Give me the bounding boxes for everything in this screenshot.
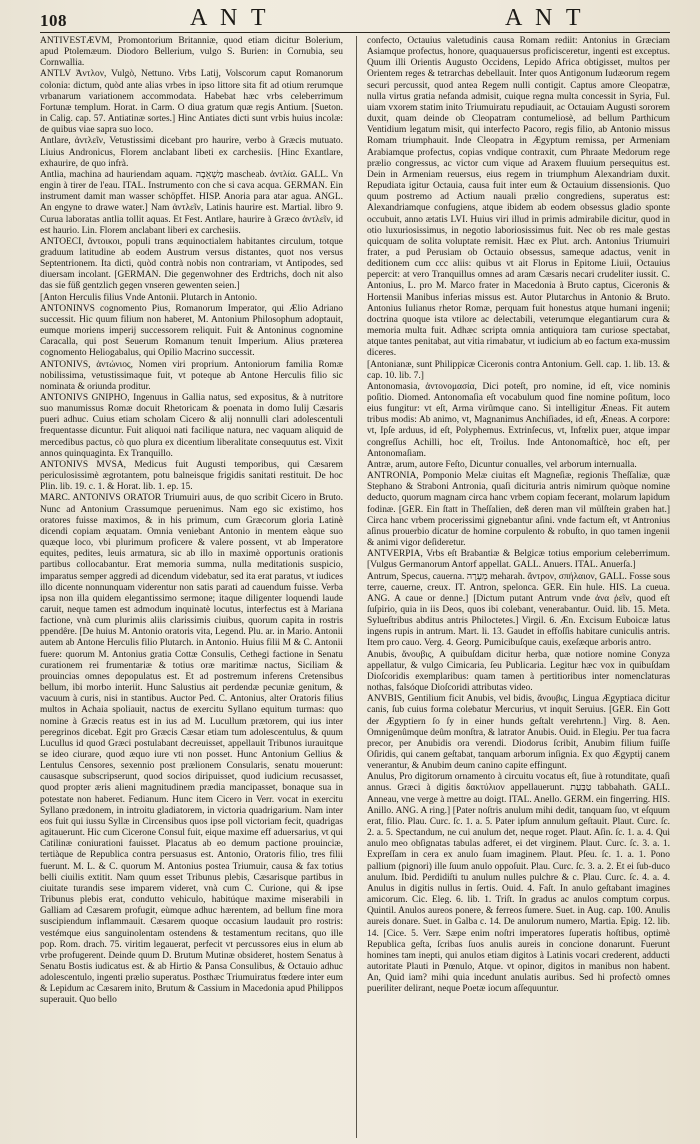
entry-anubis-herb: Anubis, ἄνουβις, A quibuſdam dicitur herba, quæ notiore nomine Conyza appellatur, & vulgo Cimicaria, ſeu Publicaria. Legitur hæc vox in quibuſdam Dioſcoridis exemplaribus: quam tamen à pertitioribus inter nomenclaturas nothas, falsóque Dioſcoridi attributas video.	[367, 649, 670, 694]
page-header	[0, 0, 700, 34]
entry-antium: ANTLV Ἀντλον, Vulgò, Nettuno. Vrbs Latij, Volscorum caput Romanorum colonia: dictum, quòd ante alias vrbes in ipso littore sita fit ad otium rerumque vrbanarum variationem accommodata. Habebat hæc vrbs celeberrimum Fortunæ templum. Horat. in Carm. O diua gratum quæ regis Antium. [Sueton. in Calig. cap. 57. Antiatinæ sortes.] Hinc Antiates dicti sunt vrbis huius incolæ: de quibus viae sapra suo loco.	[40, 69, 343, 136]
text-columns	[40, 36, 670, 1138]
running-head-right: A N T	[505, 5, 585, 31]
entry-antlia: Antlia, machina ad hauriendam aquam. מַשְׁאֵבָה mascheab. ἀντλία. GALL. Vn engin à tirer de l'eau. ITAL. Instrumento con che si cava acqua. GERMAN. Ein instrument damit man wasser schöpffet. HISP. Anoria para atar agua. ANGL. An engyne to drawe water.] Nam ἀντλεῖν, Latinis haurire est. Martial. libro 9. Curua laboratas antlia tollit aquas. Et Fest. Antlare, haurire à Græco ἀντλεῖν, id est haurio. Lin. Florem anclabant liberi ex carchesiis.	[40, 169, 343, 236]
entry-anubis-god: ANVBIS, Gentilium ficit Anubis, vel bidis, ἄνουβις, Lingua Ægyptiaca dicitur canis, ſub cuius forma colebatur Mercurius, vt inquit Seruius. [GER. Ein Gott der Ægyptiern ſo ſy in einer hunds geſtalt verehrtenn.] Virg. 8. Aen. Omnigenûmque deûm monſtra, & latrator Anubis. Ouid. in Elegiu. Per tua facra precor, per Anubidis ora verendi. Diodorus ſcribit, Anubim filium fuiſſe Oſiridis, qui canem geſtabat, tanquam arborum inſignia. Ex quo Ægyptij canem venerantur, & Anubim deum canino capite effingunt.	[367, 694, 670, 772]
right-column	[367, 36, 670, 1138]
entry-marc-antonius-orator: MARC. ANTONIVS ORATOR Triumuiri auus, de quo scribit Cicero in Bruto. Nunc ad Antonium Crassumque peruenimus. Nam ego sic existimo, hos oratores fuisse maximos, & in his primum, cum Græcorum gloria Latinè dicendi copiam æquatam. Omnia veniebant Antonio in mentem eàque suo quæque loco, vbi plurimum proficere & valere possent, vt ab Imperatore equites, pedites, leuis armatura, sic ab illo in maximè opportunis orationis partibus collocabantur. Erat memoria summa, nulla meditationis suspicio, imparatus semper aggredi ad dicendum videbatur, sed ita erat paratus, vt iudices illo dicente nonnunquam viderentur non satis parati ad cauendum fuisse. Verba ipsa non illa quidem elegantissimo sermone; itaque diligenter loquendi laude caruit, neque tamen est admodum inquinatè locutus, interfectus est à Mariana factione, vnà cum plurimis aliis clarissimis ciuibus, quorum capita in rostris ppendêre. [De huius M. Antonio oratoris vita, Legend. Plu. ar. in Mario. Antonii autem ab Antone Herculis filio Plutarch. in Antonio. Huius filii M & C. Antonii fuere: quorum M. Antonius gratia Cottæ Consulis, Cethegi factione in Senatu curationem rei frumentariæ & totius oræ maritimæ nactus, Siciliam & prouincias omnes depopulatus est. Et ad postremum inferens Cretensibus bellum, ibi morbo interiit. Hunc Salustius ait perdendæ pecuniæ genitum, & vacuum à curis, nisi in stantibus. Auctor Ped. C. Antonius, alter Oratoris filius multos in Achaia spoliauit, nactus de exercitu Syllano equitum turmas: quo nomine à Græcis reatus est in ius ad M. Lucullum prætorem, qui ius inter peregrinos dicebat. Egit pro Græcis Cæsar etiam tum adolescentulus, & quum Lucullus id quod Græci postulabant decreuisset, appellauit Tribunos iurauitque se ideo ciurare, quod æquo iure vti non posset. Hunc Antonium Gellius & Lentulus Censores, sexennio post prælionem Consularis, senatu mouerunt: causasque subscripserunt, quod socios diripuisset, quod iudicium recusasset, quod propter æris alieni magnitudinem prædia mancipasset, bonaque sua in potestate non haberet. Fedianum. Hunc item Cicero in Verr. vocat in exercitu Syllano prædonem, in introitu gladiatorem, in victoria quadrigarium. Nam inter eos fuit qui iussu Syllæ in Circensibus quos ipse poll victoriam fecit, quadrigas agitauerunt. Hic cum Cicerone Consul fuit, eique maxime eff aduersarius, vt qui Catilinæ coniurationi fauisset. Placatus ab eo demum pactione prouinciæ, tertiàque de Republica contra persuasus est. Antonio, Oratoris filio, tres filii fuerunt. M. L. & C. quorum M. Antonius postea Triumuir, causa & fax totius belli ciuilis extitit. Nam quum esset Tribunus plebis, Cæsarisque partibus in ciuitate turandis sese imparem videret, vnà cum C. Curione, qui & ipse Tribunus plebis erat, condutto vehiculo, habitúque maxime miserabili in Galliam ad Cæsarem profugit, eùmque adhuc hærentem, ad bellum fine mora suscipiendum inflammauit. Cæsarem quoque occasium laudauit pro rostris: vestémque eius sanguinolentam ostendens & testamentum recitans, quo ille pop. Rom. drach. 75. viritim legauerat, perfecit vt percussores eius in elum ab vrbe profugerent. Deinde quum D. Brutum Mutinæ obsideret, hostem Senatus à Senatu Bostis iudicatus est. & ab Hirtio & Pansa Consulibus, & Octauio adhuc adolescentulo, ingenti prælio superatus. Posthæc Triumuiratus fœdere inter eum & Lepidum ac Cæsarem inito, Brutum & Cassium in Macedonia apud Philippos superauit. Quo bello	[40, 493, 343, 1006]
entry-antonius-gnipho: ANTONIVS GNIPHO, Ingenuus in Gallia natus, sed expositus, & à nutritore suo manumissus Romæ docuit Rhetoricam & poenata in domo Iulij Cæsaris pueri adhuc. Cuius etiam scholam Cicero & alij nonnulli clari adolescentuli frequentasse dicuntur. Fuit aliquoi nati facilique natura, nec vaquam aliquid de mercedibus pactus, cò quo plura ex dicentium liberalitate consequutus est. Vixit annos quinquaginta. Ex Tranquillo.	[40, 393, 343, 459]
entry-antrum: Antrum, Specus, cauerna. מְעָרָה meharah. ἄντρον, σπήλαιον, GALL. Fosse sous terre, cauerne, creux. IT. Antron, spelonca. GER. Ein hule. HIS. La cueua. ANG. A caue or denne.] [Dictum putant Antrum vnde ἀνα ῥεῖν, quod eſt ſuſpirio, quia in iis Deos, quos ibi colebant, venerabantur. Ouid. lib. 15. Meta. Sylueſtribus abditus antris Philoctetes.] Virgil. 6. Æn. Excisum Euboicæ latus ingens rupis in antrum. Mart. li. 13. Gaudet in effoſſis habitare cuniculis antris. Item pro cauo. Verg. 4. Georg. Pumicibuſque cauis, exeſæque arboris antro.	[367, 571, 670, 649]
entry-antivestaeum: ANTIVESTÆVM, Promontorium Britanniæ, quod etiam dicitur Bolerium, apud Ptolemæum. Diodoro Bellerium, vulgo S. Burien: in Cornubia, seu Cornwallia.	[40, 36, 343, 69]
entry-anulus: Anulus, Pro digitorum ornamento à circuitu vocatus eſt, ſiue à rotunditate, quaſi annus. Græci à digitis δακτύλιον appellauerunt. טַבַּעַת tabbahath. GALL. Anneau, vne verge à mettre au doigt. ITAL. Anello. GERM. ein fingerring. HIS. Anillo. ANG. A ring.] [Pater noſtris anulum mihi dedit, tanquam ſuo, vt eſquum erat, filio. Plau. Curc. ſc. 1. a. 5. Pater ipſum annulum geſtauit. Plaut. Curc. ſc. 2. a. 5. Spectandum, ne cui anulum det, neque roget. Plaut. Aſin. ſc. 1. a. 4. Qui anulo meo obſignatas tabulas adferet, ei det virginem. Plaut. Curc. ſc. 3. a. 1. Expreſſam in cera ex anulo ſuam imaginem. Plaut. Pſeu. ſc. 1. a. 1. Pono pallium (pignori) ille ſuum anulo oppoſuit. Plau. Curc. ſc. 3. a. 2. Et ei ſub-duco anulum. Ibid. Perdidiſti tu anulum nulles pulchre & c. Plau. Curc. ſc. 4. a. 4. Anulus in digitis nullus in ſertis. Ouid. 4. Faſt. In anulo geſtabant imagines amicorum. Cic. Eleg. 6. lib. 1. Triſt. In gradus ac anulos comptum corpus. Quintil. Anulos aureos ponere, & ferreos ſumere. Suet. in Aug. cap. 100. Anulis aureis donare. Suet. in Galba c. 14. De anulorum numero, Martia. Epig. 12. lib. 14. [Cice. 5. Verr. Sæpe enim noſtri imperatores ſuperatis hoſtibus, optimè Republica geſta, ſcribas ſuos anulis aureis in concione donarunt. Fuerunt homines tam inepti, qui anulos etiam digitos à Latinis vocari crederent, adducti autoritate Plauti in Pœnulo, Atque. vt opinor, digitos in manibus non habent. An, Quid iam? mihi quia incedunt anulatis auribus. Sed hi profectò omnes pueriliter delirant, neque Poetæ iocum aſſequuntur.	[367, 772, 670, 995]
running-head-left: A N T	[190, 5, 270, 31]
entry-antoeci: ANTOECI, ἄντοικοι, populi trans æquinoctialem habitantes circulum, totque graduum latitudine ab eodem Austrum versus distantes, quot nos versus Septentrionem. Ita dicti, quòd contrà nobis non contrariam, vt Antipodes, sed diuersam incolant. [GERMAN. Die gegenwohner des Erdtrichs, doch nit also das sie füß gentzlich gegen vnseren gewenten seien.]	[40, 236, 343, 292]
entry-antoninus: ANTONINVS cognomento Pius, Romanorum Imperator, qui Ælio Adriano successit. Hic quum filium non haberet, M. Antonium Philosophum adoptauit, eumque moriens imperij successorem reliquit. Fuit & Antoninus cognomine Caracalla, qui post Seuerum Romanum tenuit Imperium. Alius præterea cognomento Heliogabalus, qui Opilio Macrino successit.	[40, 303, 343, 359]
entry-antonomasia: Antonomasia, ἀντονομασία, Dici poteſt, pro nomine, id eſt, vice nominis poſitio. Diomed. Antonomaſia eſt vocabulum quod fine nomine poſitum, loco eius fungitur: vt eſt, Arma virûmque cano. Si intelligitur Æneas. Fit autem tribus modis: Ab animo, vt, Magnanimus Anchiſiades, id eſt, Æneas. A corpore: vt, Ipſe arduus, id eſt, Polyphemus. Extrinſecus, vt, Infœlix puer, atque impar congreſſus Achilli, hoc eſt, Troilus. Inde Antonomaſticè, hoc eſt, per Antonomaſiam.	[367, 381, 670, 459]
entry-antonius-continued: confecto, Octauius valetudinis causa Romam rediit: Antonius in Græciam Asiamque profectus, honore, quaquauersus proficisceretur, ingenti est exceptus. Quum illi Orientis Augusto Occidens, Lepido Africa obtigisset, multos per Orientem reges & tetrarchas debellauit. Inter quos Antigonum Iudæorum regem securi percussit, quod antea Regem nulli contigit. Captus amore Cleopatræ, nulla virtus gratia nefanda admisit, cuique regna multa concessit in Syria, Ful. uiam vxorem statim inito Triumuiratu repudiauit, ac Octauiam Augusti sororem duxit, quam deinde ob Cleopatram contumeliosè, ad bellum Parthicum Ventidium legatum misit, qui interfecto Pacoro, regis filio, ab Antonio missus Romam triumphauit. Inde Cleopatra in Ægyptum remissa, per Armeniam Arabiamque profectus, copias vndique contraxit, cum Phraate Medorum rege prælio congressus, ac victor cum vique ad Araxem fluuium persequitus est. Dein in Armeniam reuersus, eius regem in triumphum Alexandriam duxit. Repudiata igitur Octauia, causa fuit inter eum & Octauium dissensionis. Quo quum postremo ad Actium nauali prælio congrediens, superatus est: Alexandriamque confugiens, atque ibidem ab eodem obsessus gladio sponte occubuit, anno ætatis LVI. Huius viri illud in primis admirabile dicitur, quod in otio luxuriosissimus, in negotio laboriosissimus fuit. Nec ob res male gestas quicquam de solita voluptate remisit. Hæc ex Plut. arch. Antonius Triumuiri frater, a pud Perusiam ob Octauio obsessus, sameque adactus, venit in deditionem cum ccc aliis: quibus vt ait Florus in Epitome Liuii, Octauius pepercit: at vero Tranquillus omnes ad aram Cæsaris necari crudeliter iussit. C. Antonius, L. pro M. Marco frater in Macedonia à Bruto captus, Ciceronis & Hortensii Manibus inferias missus est. Autor Plutarchus in Antonio & Bruto. Antonius Iulianus rhetor Romæ, perquam fuit honestus atque humani ingenii; doctrina quoque ista vtilore ac delectabili, veterumque elegantiarum cura & memoria multa fuit. Adhæc scripta omnia antiquiora tam curiose spectabat, atque tantes penitabat, aut vitia rimabatur, vt iudicium ab eo factum exa-mussim diceres.	[367, 36, 670, 359]
entry-anton: [Anton Herculis filius Vnde Antonii. Plutarch in Antonio.	[40, 292, 258, 303]
entry-antonianae: [Antonianæ, sunt Philippicæ Ciceronis contra Antonium. Gell. cap. 1. lib. 13. & cap. 10. lib. 7.]	[367, 359, 670, 381]
entry-antverpia: ANTVERPIA, Vrbs eſt Brabantiæ & Belgicæ totius emporium celeberrimum. [Vulgus Germanorum Antorf appellat. GALL. Anuers. ITAL. Anuerſa.]	[367, 549, 670, 571]
entry-antrae: Antræ, arum, autore Feſto, Dicuntur conualles, vel arborum internualla.	[367, 459, 637, 470]
entry-antonius-musa: ANTONIVS MVSA, Medicus fuit Augusti temporibus, qui Cæsarem periculosissimè ægrotantem, potu balneisque frigidis sanitati restituit. De hoc Plin. lib. 19. c. 1. & Horat. lib. 1. ep. 15.	[40, 459, 343, 493]
column-divider	[356, 36, 357, 1138]
entry-antonius: ANTONIVS, ἀντώνιος, Nomen viri proprium. Antoniorum familia Romæ nobilissima, vetustissimaque fuit, vt poteque ab Antone Herculis filio sic nominata & oriunda proditur.	[40, 359, 343, 392]
page-number: 108	[40, 11, 67, 30]
header-rule	[40, 32, 670, 33]
left-column	[40, 36, 343, 1138]
entry-antronia: ANTRONIA, Pomponio Melæ ciuitas eſt Magneſiæ, regionis Theſſaliæ, quæ Stephano & Straboni Antronia, quaſi dicituria antris nimirum quòque nomine deducto, quorum magnam circa hanc vrbem copiam fecerant, molarum lapidum fodinæ. [GER. Ein ſtatt in Theſſalien, deß deren man vil mülſtein graben hat.] Circa hanc vrbem procerissimi gignebantur aſini. vnde factum eſt, vt Antronius aſinus prouerbio dicatur de homine corpulento & robuſto, in quo tamen ingenii & animi vigor deſideretur.	[367, 471, 670, 549]
entry-antlare: Antlare, ἀντλεῖν, Vetustissimi dicebant pro haurire, verbo à Græcis mutuato. Liuius Andronicus, Florem anclabant libeti ex carchesiis. [Hinc Exantlare, exhaurire, de quo infrà.	[40, 136, 343, 169]
